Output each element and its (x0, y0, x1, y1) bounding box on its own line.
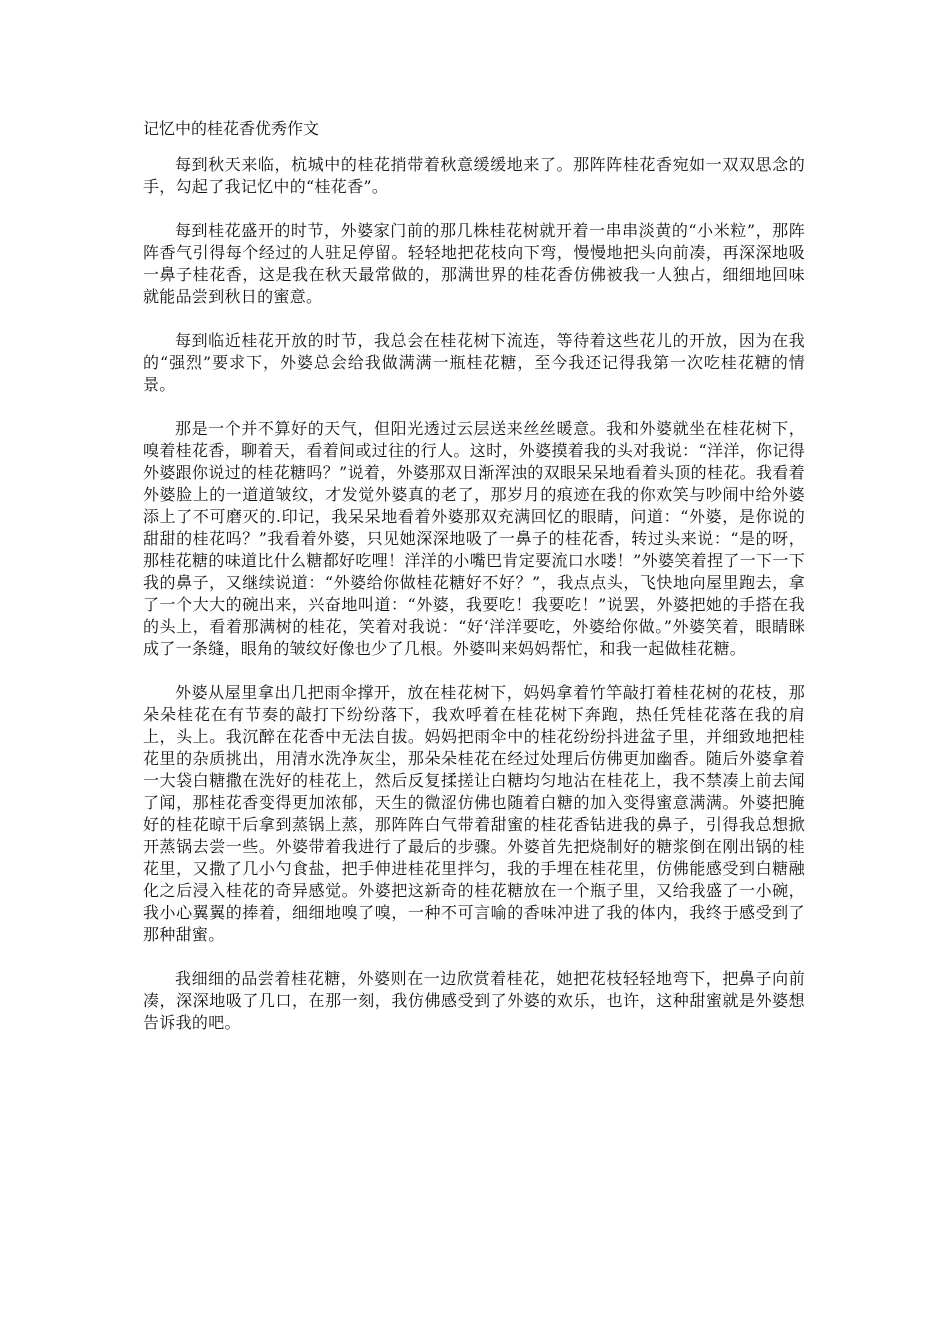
paragraph-1: 每到秋天来临，杭城中的桂花捎带着秋意缓缓地来了。那阵阵桂花香宛如一双双思念的手，勾起了我记忆中的“桂花香”。 (143, 155, 805, 196)
document-page (143, 118, 805, 1056)
paragraph-6: 我细细的品尝着桂花糖，外婆则在一边欣赏着桂花，她把花枝轻轻地弯下，把鼻子向前凑，深深地吸了几口，在那一刻，我仿佛感受到了外婆的欢乐，也许，这种甜蜜就是外婆想告诉我的吧。 (143, 969, 805, 1032)
paragraph-2: 每到桂花盛开的时节，外婆家门前的那几株桂花树就开着一串串淡黄的“小米粒”，那阵阵香气引得每个经过的人驻足停留。轻轻地把花枝向下弯，慢慢地把头向前凑，再深深地吸一鼻子桂花香，这是我在秋天最常做的，那满世界的桂花香仿佛被我一人独占，细细地回味就能品尝到秋日的蜜意。 (143, 221, 805, 306)
paragraph-3: 每到临近桂花开放的时节，我总会在桂花树下流连，等待着这些花儿的开放，因为在我的“强烈”要求下，外婆总会给我做满满一瓶桂花糖，至今我还记得我第一次吃桂花糖的情景。 (143, 331, 805, 394)
document-title: 记忆中的桂花香优秀作文 (143, 119, 320, 138)
paragraph-5: 外婆从屋里拿出几把雨伞撑开，放在桂花树下，妈妈拿着竹竿敲打着桂花树的花枝，那朵朵桂花在有节奏的敲打下纷纷落下，我欢呼着在桂花树下奔跑，热任凭桂花落在我的肩上，头上。我沉醉在花香中无法自拔。妈妈把雨伞中的桂花纷纷抖进盆子里，并细致地把桂花里的杂质挑出，用清水洗净灰尘，那朵朵桂花在经过处理后仿佛更加幽香。随后外婆拿着一大袋白糖撒在洗好的桂花上，然后反复揉搓让白糖均匀地沾在桂花上，我不禁凑上前去闻了闻，那桂花香变得更加浓郁，天生的微涩仿佛也随着白糖的加入变得蜜意满满。外婆把腌好的桂花晾干后拿到蒸锅上蒸，那阵阵白气带着甜蜜的桂花香钻进我的鼻子，引得我总想掀开蒸锅去尝一些。外婆带着我进行了最后的步骤。外婆首先把烧制好的糖浆倒在刚出锅的桂花里，又撒了几小勺食盐，把手伸进桂花里拌匀，我的手埋在桂花里，仿佛能感受到白糖融化之后浸入桂花的奇异感觉。外婆把这新奇的桂花糖放在一个瓶子里，又给我盛了一小碗，我小心翼翼的捧着，细细地嗅了嗅，一种不可言喻的香味冲进了我的体内，我终于感受到了那种甜蜜。 (143, 683, 805, 944)
paragraph-4: 那是一个并不算好的天气，但阳光透过云层送来丝丝暖意。我和外婆就坐在桂花树下，嗅着桂花香，聊着天，看着间或过往的行人。这时，外婆摸着我的头对我说：“洋洋，你记得外婆跟你说过的桂花糖吗？”说着，外婆那双日渐浑浊的双眼呆呆地看着头顶的桂花。我看着外婆脸上的一道道皱纹，才发觉外婆真的老了，那岁月的痕迹在我的你欢笑与吵闹中给外婆添上了不可磨灭的.印记，我呆呆地看着外婆那双充满回忆的眼睛，问道：“外婆，是你说的甜甜的桂花吗？”我看着外婆，只见她深深地吸了一鼻子的桂花香，转过头来说：“是的呀，那桂花糖的味道比什么糖都好吃哩！洋洋的小嘴巴肯定要流口水喽！”外婆笑着捏了一下一下我的鼻子，又继续说道：“外婆给你做桂花糖好不好？”，我点点头，飞快地向屋里跑去，拿了一个大大的碗出来，兴奋地叫道：“外婆，我要吃！我要吃！”说罢，外婆把她的手搭在我的头上，看着那满树的桂花，笑着对我说：“好‘洋洋要吃，外婆给你做。”外婆笑着，眼睛眯成了一条缝，眼角的皱纹好像也少了几根。外婆叫来妈妈帮忙，和我一起做桂花糖。 (143, 419, 805, 658)
